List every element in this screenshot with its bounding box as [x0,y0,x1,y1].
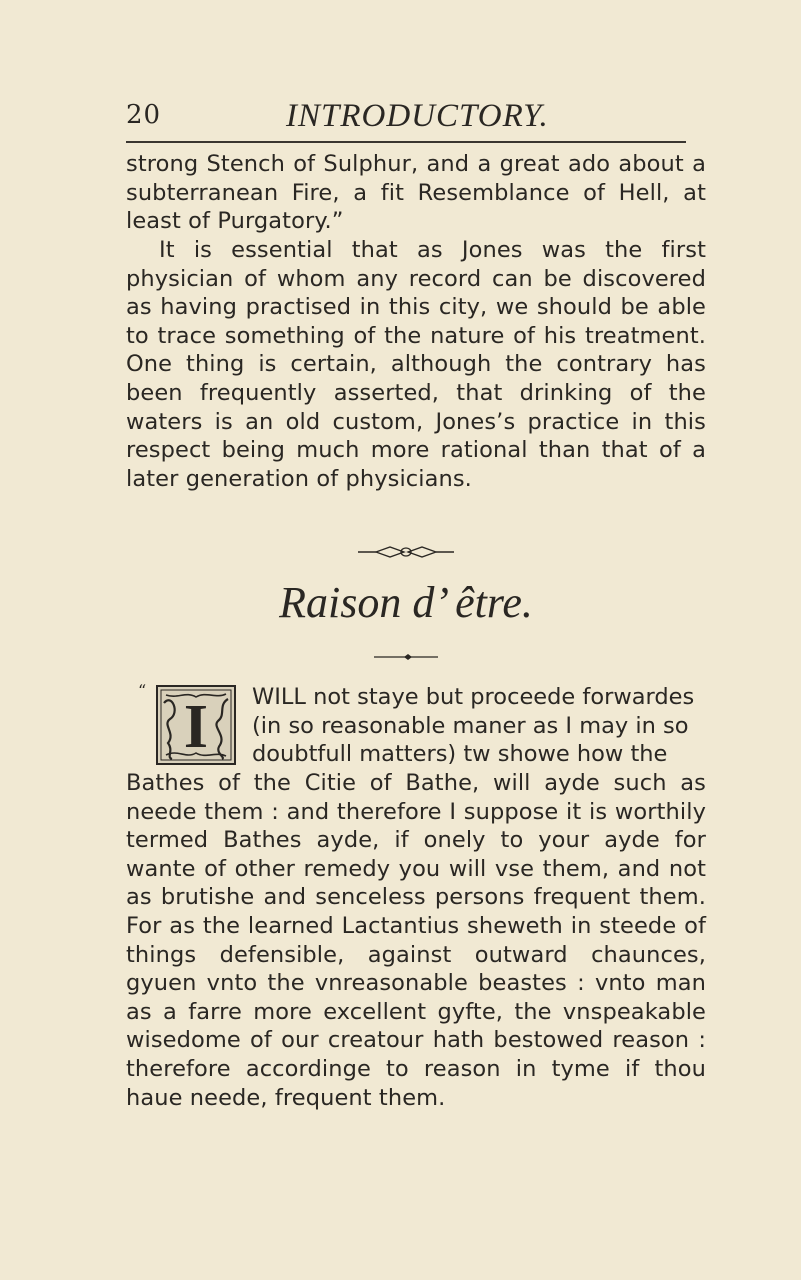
heading-divider-icon [374,653,438,661]
running-head [126,100,686,136]
quote-line: (in so reasonable maner as I may in so [252,712,689,739]
header-rule [126,141,686,143]
quote-line: WILL not staye but proceede forwardes [252,684,695,710]
quote-continuation: Bathes of the Citie of Bathe, will ayde such as neede them : and therefore I suppose it is worthily termed Bathes ayde, if onely to your ayde for wante of other remedy you will vse them, and not as brutishe and senceless persons frequent them. For as the learned Lactantius sheweth in steede of things defensible, against outward chaunces, gyuen vnto the vnreasonable beastes : vnto man as a farre more excellent gyfte, the vnspeakable wisedome of our creatour hath bestowed reason : therefore accordinge to reason in tyme if thou haue neede, frequent them. [126,770,706,1111]
page-number: 20 [126,100,162,130]
dropcap-letter: I [183,693,209,761]
section-ornament-icon [358,544,454,560]
section-heading: Raison d’ être. [279,578,533,627]
open-quote-mark: “ [138,681,147,700]
running-title: INTRODUCTORY. [286,98,549,134]
decorated-initial-icon [156,685,236,765]
paragraph-continuation: strong Stench of Sulphur, and a great ado about a subterranean Fire, a fit Resemblance of Hell, at least of Purgatory.” [126,151,706,235]
quote-line: doubtfull matters) tw showe how the [252,741,668,768]
quote-opening-lines [252,683,718,769]
paragraph-jones: It is essential that as Jones was the first physician of whom any record can be discovered as having practised in this city, we should be able to trace something of the nature of his treatment. One thing is certain, although the contrary has been frequently asserted, that drinking of the waters is an old custom, Jones’s practice in this respect being much more rational than that of a later generation of physicians. [126,237,706,492]
